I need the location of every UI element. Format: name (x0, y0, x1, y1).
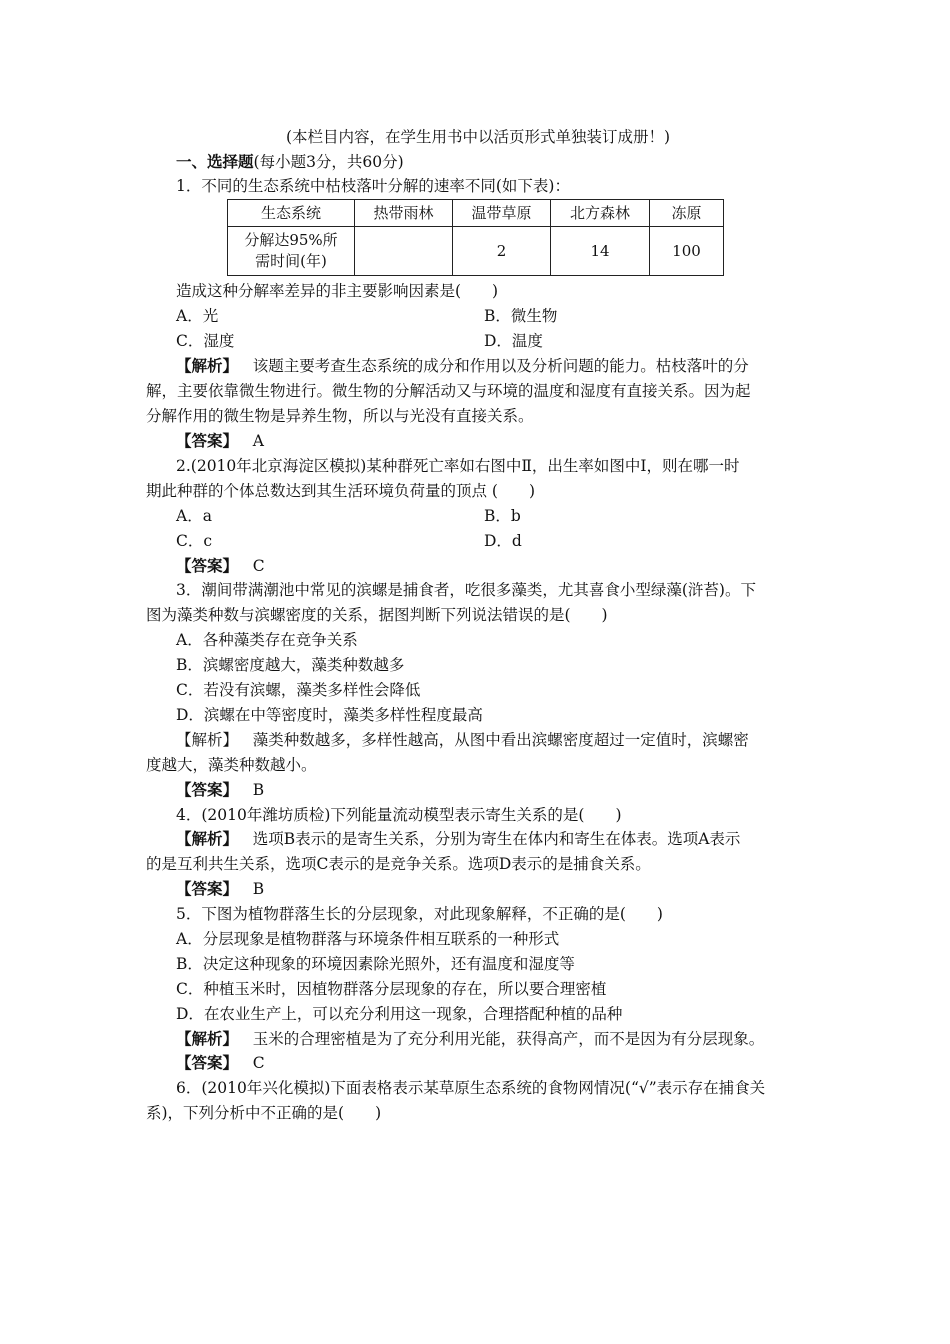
q5-analysis-line (176, 1028, 810, 1050)
answer-value: B (252, 880, 265, 898)
q4-stem: 4．(2010年潍坊质检)下列能量流动模型表示寄生关系的是( ) (176, 806, 622, 824)
table-header-cell: 生态系统 (228, 200, 355, 227)
q1-analysis-line: 解，主要依靠微生物进行。微生物的分解活动又与环境的温度和湿度有直接关系。因为起 (146, 382, 751, 400)
q3-option: B．滨螺密度越大，藻类种数越多 (176, 656, 405, 674)
q4-analysis-line: 的是互利共生关系，选项C表示的是竞争关系。选项D表示的是捕食关系。 (146, 855, 651, 873)
q5-option: B．决定这种现象的环境因素除光照外，还有温度和湿度等 (176, 955, 575, 973)
q5-option: A．分层现象是植物群落与环境条件相互联系的一种形式 (176, 930, 560, 948)
table-header-row (228, 200, 724, 227)
q4-analysis-line (176, 828, 810, 850)
table-cell: 14 (551, 227, 650, 276)
q1-question: 造成这种分解率差异的非主要影响因素是( ) (176, 282, 499, 300)
analysis-label: 【解析】 (176, 731, 239, 749)
table-header-cell: 冻原 (650, 200, 724, 227)
q3-analysis-line (176, 729, 810, 751)
q5-option: D．在农业生产上，可以充分利用这一现象，合理搭配种植的品种 (176, 1005, 623, 1023)
option-a: A．光 (176, 307, 219, 325)
analysis-text: 选项B表示的是寄生关系，分别为寄生在体内和寄生在体表。选项A表示 (252, 830, 741, 848)
analysis-text: 玉米的合理密植是为了充分利用光能，获得高产，而不是因为有分层现象。 (252, 1030, 765, 1048)
table-row (228, 227, 724, 276)
table-cell (355, 227, 453, 276)
header-note: (本栏目内容，在学生用书中以活页形式单独装订成册！) (285, 128, 671, 146)
option-c: C．c (176, 532, 213, 550)
answer-value: B (252, 781, 265, 799)
answer-label: 【答案】 (176, 1053, 239, 1072)
q3-answer (176, 779, 810, 801)
analysis-label: 【解析】 (176, 829, 239, 848)
table-row-label (228, 227, 355, 276)
table-header-cell: 北方森林 (551, 200, 650, 227)
q6-stem: 6．(2010年兴化模拟)下面表格表示某草原生态系统的食物网情况(“√”表示存在捕食关 (176, 1079, 766, 1097)
q1-analysis-line (176, 355, 810, 377)
answer-value: C (252, 1054, 265, 1072)
q3-option: A．各种藻类存在竞争关系 (176, 631, 358, 649)
q5-option: C．种植玉米时，因植物群落分层现象的存在，所以要合理密植 (176, 980, 607, 998)
section-title (176, 151, 810, 173)
answer-label: 【答案】 (176, 556, 239, 575)
answer-value: A (252, 432, 264, 450)
option-d: D．温度 (484, 332, 543, 350)
q2-options-row (176, 505, 810, 527)
analysis-text: 藻类种数越多，多样性越高，从图中看出滨螺密度超过一定值时，滨螺密 (252, 731, 749, 749)
answer-value: C (252, 557, 265, 575)
q1-options-row (176, 330, 810, 352)
table-cell: 2 (453, 227, 551, 276)
section-score-note: (每小题3分，共60分) (253, 153, 404, 171)
q1-answer (176, 430, 810, 452)
q1-stem: 1．不同的生态系统中枯枝落叶分解的速率不同(如下表)： (176, 177, 570, 195)
answer-label: 【答案】 (176, 780, 239, 799)
q5-answer (176, 1052, 810, 1074)
q2-stem: 期此种群的个体总数达到其生活环境负荷量的顶点 ( ) (146, 482, 536, 500)
q3-analysis-line: 度越大，藻类种数越小。 (146, 756, 317, 774)
analysis-text: 该题主要考查生态系统的成分和作用以及分析问题的能力。枯枝落叶的分 (252, 357, 749, 375)
option-d: D．d (484, 532, 522, 550)
section-label: 一、选择题 (176, 152, 254, 171)
row-label-line: 需时间(年) (255, 252, 327, 270)
q1-analysis-line: 分解作用的微生物是异养生物，所以与光没有直接关系。 (146, 407, 534, 425)
decomposition-table (227, 199, 724, 276)
table-header-cell: 温带草原 (453, 200, 551, 227)
q3-option: D．滨螺在中等密度时，藻类多样性程度最高 (176, 706, 483, 724)
q3-option: C．若没有滨螺，藻类多样性会降低 (176, 681, 421, 699)
answer-label: 【答案】 (176, 879, 239, 898)
option-a: A．a (176, 507, 212, 525)
q1-options-row (176, 305, 810, 327)
table-cell: 100 (650, 227, 724, 276)
q2-stem: 2.(2010年北京海淀区模拟)某种群死亡率如右图中Ⅱ，出生率如图中Ⅰ，则在哪一时 (176, 457, 740, 475)
option-b: B．b (484, 507, 521, 525)
q5-stem: 5．下图为植物群落生长的分层现象，对此现象解释，不正确的是( ) (176, 905, 663, 923)
option-c: C．湿度 (176, 332, 235, 350)
q4-answer (176, 878, 810, 900)
q3-stem: 3．潮间带满潮池中常见的滨螺是捕食者，吃很多藻类，尤其喜食小型绿藻(浒苔)。下 (176, 581, 756, 599)
q2-options-row (176, 530, 810, 552)
q6-stem: 系)，下列分析中不正确的是( ) (146, 1104, 382, 1122)
q3-stem: 图为藻类种数与滨螺密度的关系，据图判断下列说法错误的是( ) (146, 606, 608, 624)
answer-label: 【答案】 (176, 431, 239, 450)
analysis-label: 【解析】 (176, 1029, 239, 1048)
table-header-cell: 热带雨林 (355, 200, 453, 227)
analysis-label: 【解析】 (176, 356, 239, 375)
q2-answer (176, 555, 810, 577)
row-label-line: 分解达95%所 (244, 231, 338, 249)
option-b: B．微生物 (484, 307, 558, 325)
